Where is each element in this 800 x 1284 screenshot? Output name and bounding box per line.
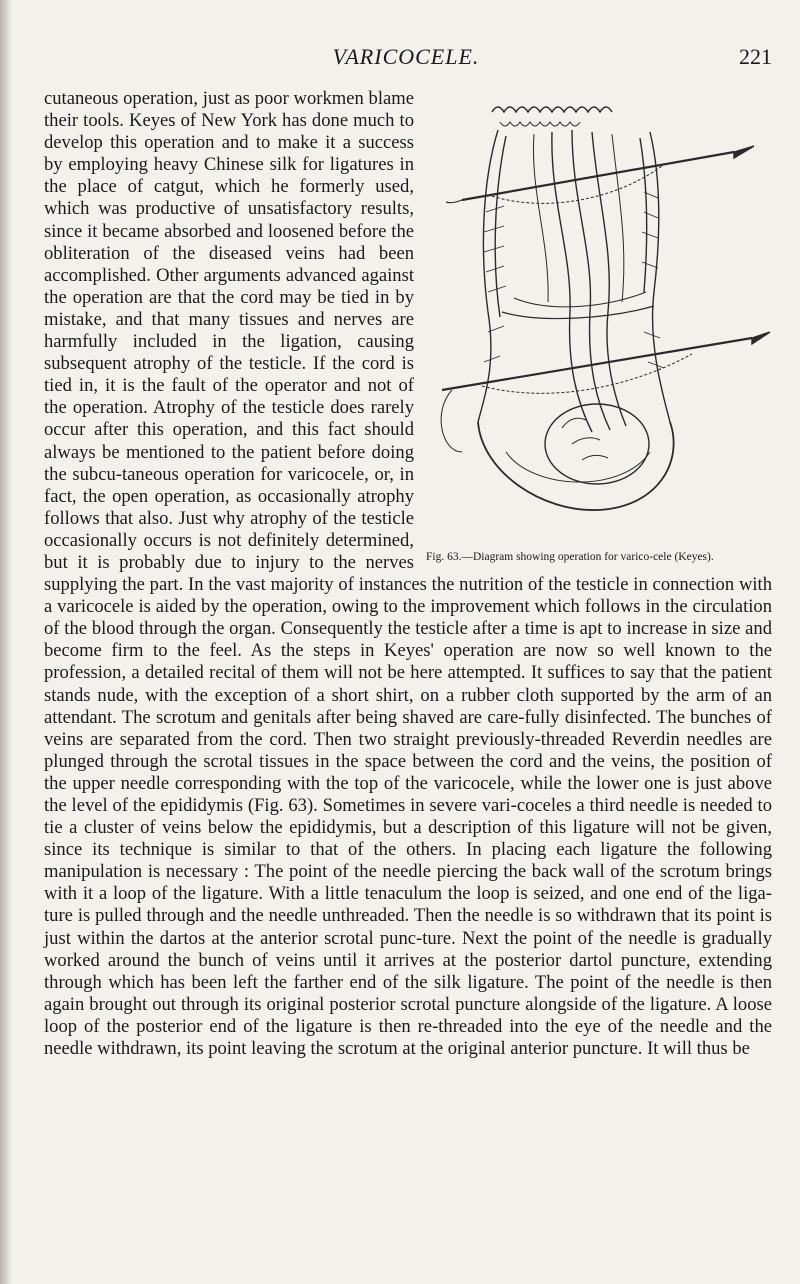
body-text (44, 88, 772, 1060)
page-edge-shadow (0, 0, 12, 1284)
figure-63 (422, 92, 772, 564)
running-head: VARICOCELE. (332, 44, 480, 69)
body-paragraph: cutaneous operation, just as poor workmen blame their tools. Keyes of New York has done much to develop this operation and to make it a success by employing heavy Chinese silk for ligatures in the place of catgut, which he formerly used, which was productive of unsatisfactory results, since it became absorbed and loosened before the obliteration of the diseased veins had been accomplished. Other arguments advanced against the operation are that the cord may be tied in by mistake, and that many tissues and nerves are harmfully included in the ligation, causing subsequent atrophy of the testicle. If the cord is tied in, it is the fault of the operator and not of the operation. Atrophy of the testicle does rarely occur after this operation, and this fact should always be mentioned to the patient before doing the subcu-taneous operation for varicocele, or, in fact, the open operation, as occasionally atrophy follows that also. Just why atrophy of the testicle occasionally occurs is not definitely determined, but it is probably due to injury to the nerves supplying the part. In the vast majority of instances the nutrition of the testicle in connection with a varicocele is aided by the operation, owing to the improvement which follows in the circulation of the blood through the organ. Consequently the testicle after a time is apt to increase in size and become firm to the feel. As the steps in Keyes' operation are now so well known to the profession, a detailed recital of them will not be here attempted. It suffices to say that the patient stands nude, with the exception of a short shirt, on a rubber cloth supported by the arm of an attendant. The scrotum and genitals after being shaved are care-fully disinfected. The bunches of veins are separated from the cord. Then two straight previously-threaded Reverdin needles are plunged through the scrotal tissues in the space between the cord and the veins, the position of the upper needle corresponding with the top of the varicocele, while the lower one is just above the level of the epididymis (Fig. 63). Sometimes in severe vari-coceles a third needle is needed to tie a cluster of veins below the epididymis, but a description of this ligature will not be given, since its technique is similar to that of the others. In placing each ligature the following manipulation is necessary : The point of the needle piercing the back wall of the scrotum brings with it a loop of the ligature. With a little tenaculum the loop is seized, and one end of the liga-ture is pulled through and the needle unthreaded. Then the needle is so withdrawn that its point is just within the dartos at the anterior scrotal punc-ture. Next the point of the needle is gradually worked around the bunch of veins until it arrives at the posterior dartol puncture, extending through which has been left the farther end of the silk ligature. The point of the needle is then again brought out through its original posterior scrotal puncture alongside of the ligature. A loose loop of the posterior end of the ligature is then re-threaded into the eye of the needle and the needle withdrawn, its point leaving the scrotum at the original anterior puncture. It will thus be (44, 88, 772, 1060)
page-header (40, 44, 772, 72)
page-number: 221 (739, 44, 772, 69)
varicocele-diagram (422, 92, 772, 532)
figure-caption: Fig. 63.—Diagram showing operation for varico-cele (Keyes). (426, 551, 714, 563)
